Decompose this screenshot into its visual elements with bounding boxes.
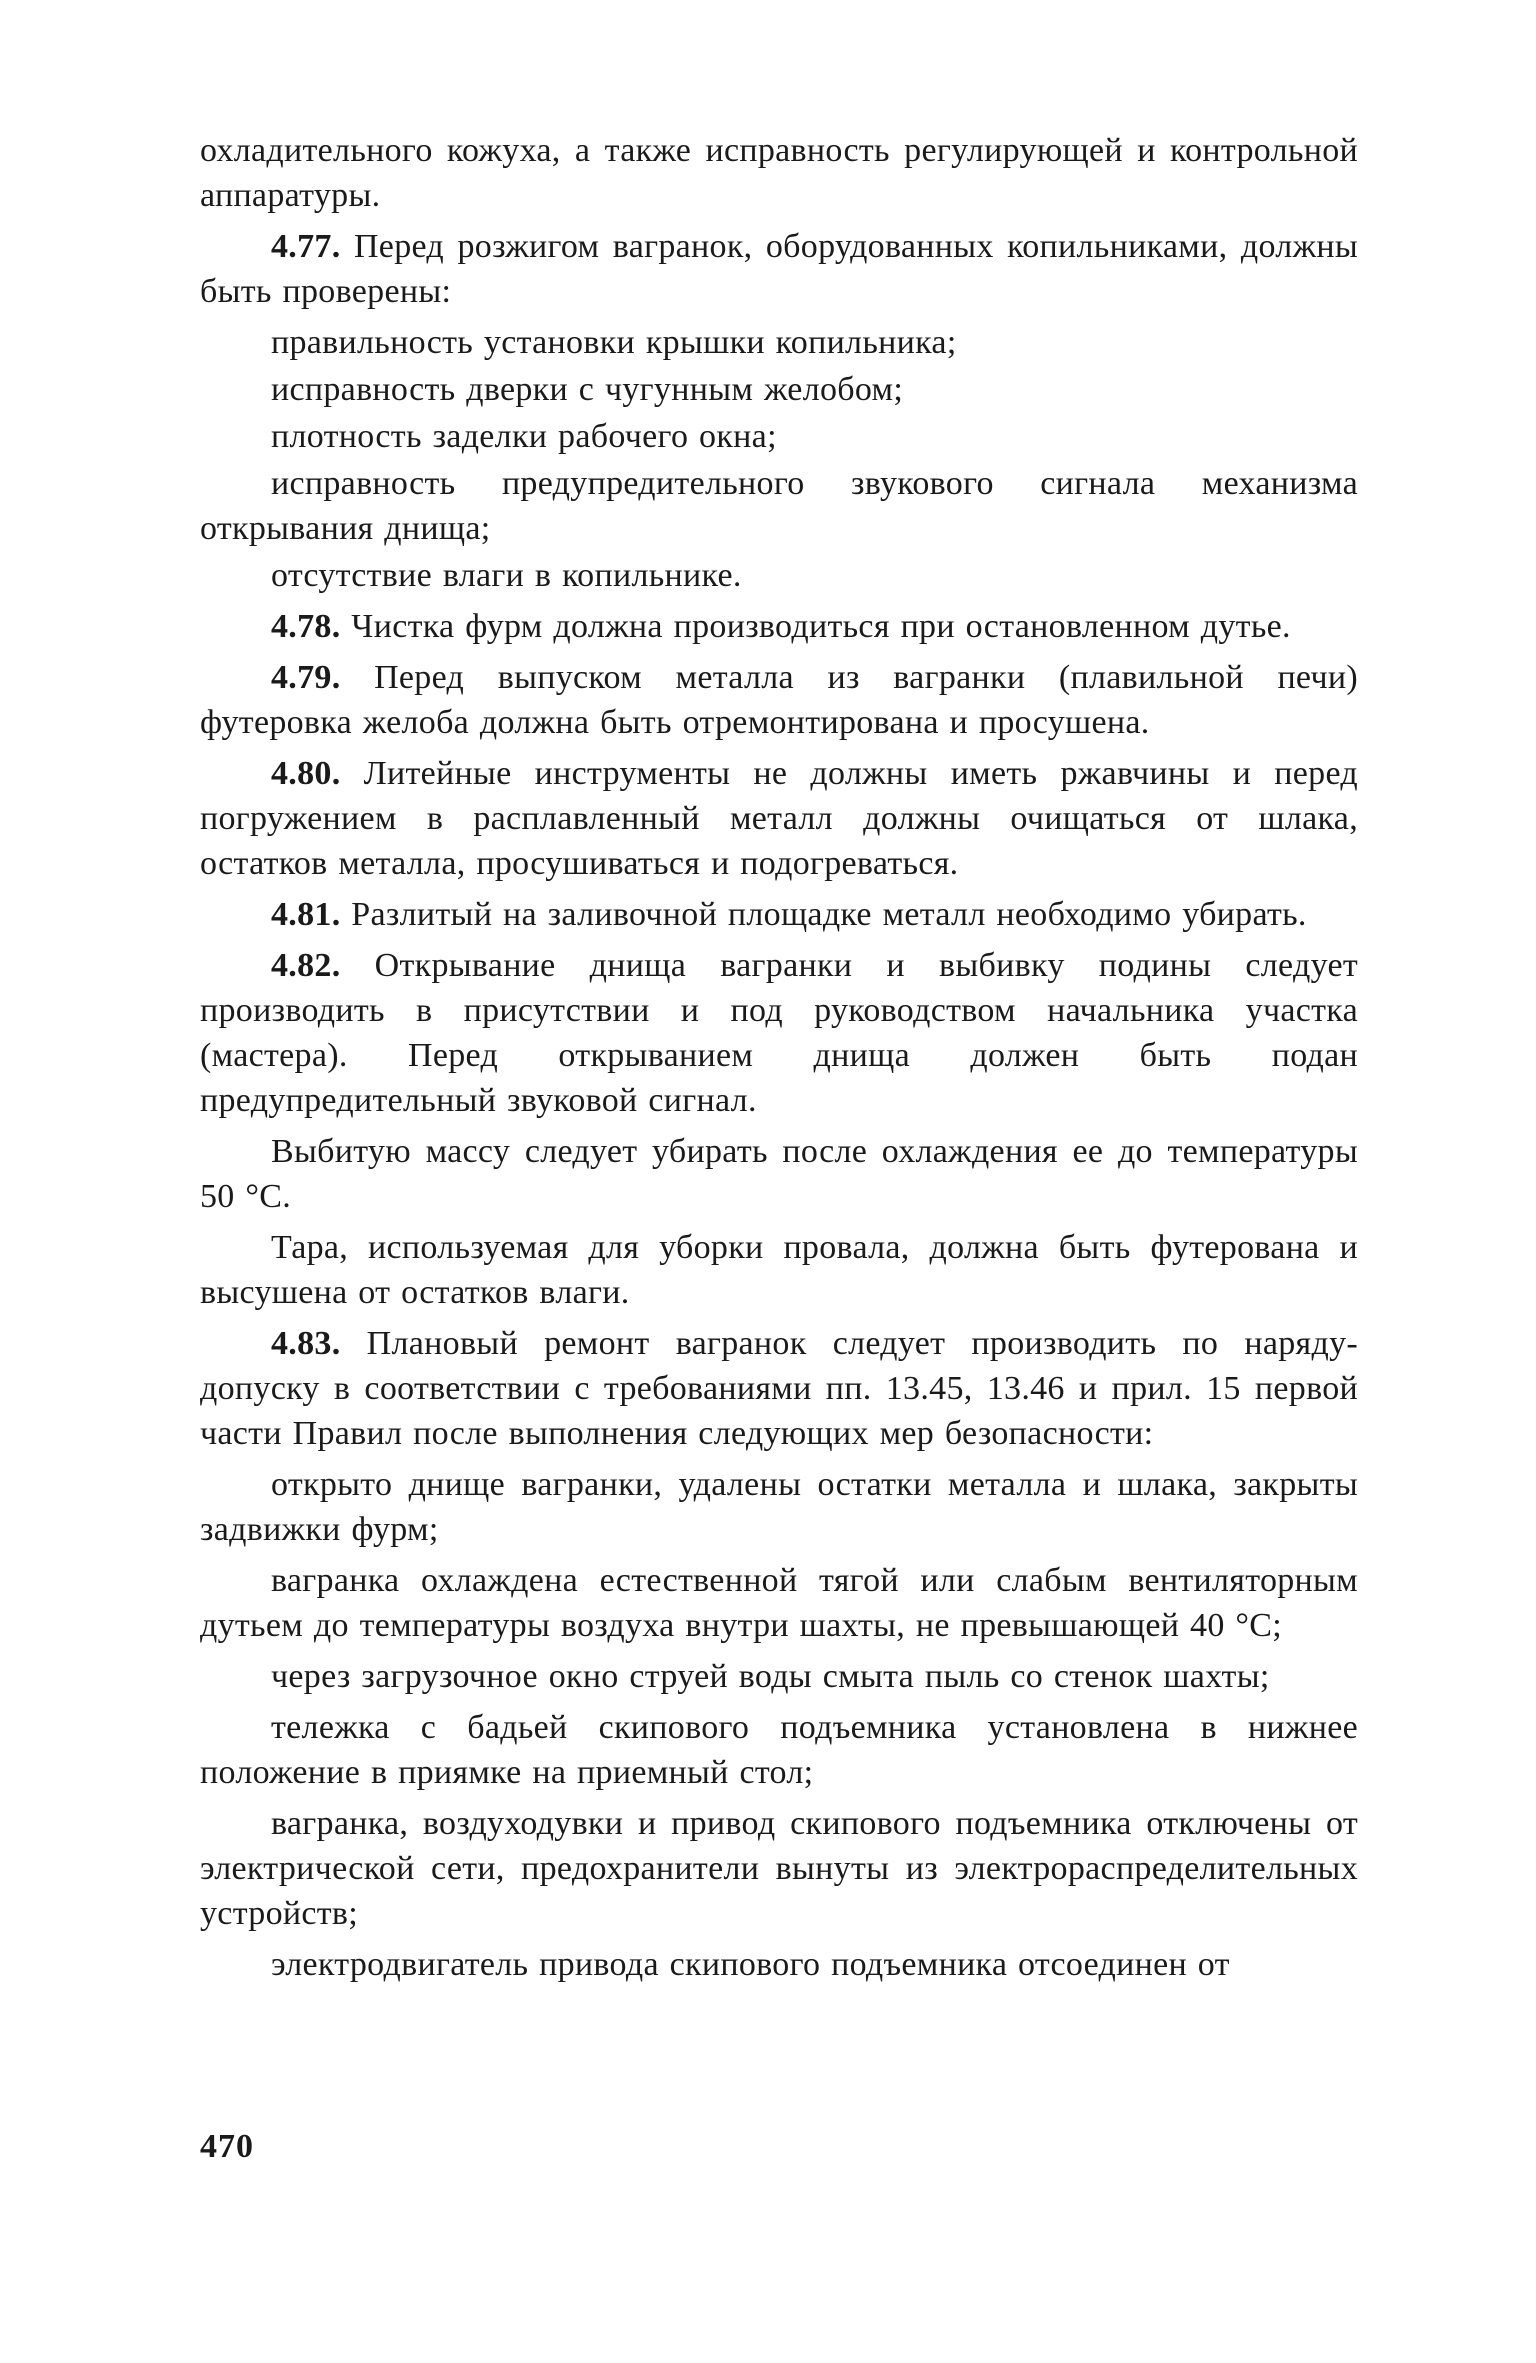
paragraph-4-82: 4.82. Открывание днища вагранки и выбивку подины следует производить в присутствии и под руководством начальника участка (мастера). Перед открыванием днища должен быть подан предупредительный звуковой сигнал. [200, 947, 1358, 1119]
list-item: отсутствие влаги в копильнике. [271, 557, 742, 594]
clause-number: 4.79. [271, 659, 341, 696]
clause-number: 4.82. [271, 947, 341, 984]
list-item: тележка с бадьей скипового подъемника установлена в нижнее положение в приямке на приемный стол; [200, 1709, 1358, 1791]
clause-number: 4.77. [271, 228, 341, 265]
list-item: вагранка, воздуходувки и привод скипового подъемника отключены от электрической сети, предохранители вынуты из электрораспределительных устройств; [200, 1805, 1358, 1932]
paragraph-4-83: 4.83. Плановый ремонт вагранок следует производить по наряду-допуску в соответствии с требованиями пп. 13.45, 13.46 и прил. 15 первой части Правил после выполнения следующих мер безопасности: [200, 1325, 1358, 1452]
list-item: электродвигатель привода скипового подъемника отсоединен от [271, 1946, 1230, 1983]
list-item: плотность заделки рабочего окна; [271, 418, 777, 455]
paragraph-0: охладительного кожуха, а также исправность регулирующей и контрольной аппаратуры. [200, 132, 1358, 214]
list-item: правильность установки крышки копильника; [271, 324, 957, 361]
paragraph-4-79: 4.79. Перед выпуском металла из вагранки (плавильной печи) футеровка желоба должна быть отремонтирована и просушена. [200, 659, 1358, 741]
paragraph: Выбитую массу следует убирать после охлаждения ее до температуры 50 °С. [200, 1133, 1358, 1215]
paragraph: Тара, используемая для уборки провала, должна быть футерована и высушена от остатков влаги. [200, 1229, 1358, 1311]
clause-number: 4.78. [271, 608, 341, 645]
page-number: 470 [200, 2128, 254, 2165]
list-item: открыто днище вагранки, удалены остатки металла и шлака, закрыты задвижки фурм; [200, 1466, 1358, 1548]
list-item: вагранка охлаждена естественной тягой или слабым вентиляторным дутьем до температуры воздуха внутри шахты, не превышающей 40 °С; [200, 1562, 1358, 1644]
paragraph-4-77: 4.77. Перед розжигом вагранок, оборудованных копильниками, должны быть проверены: [200, 228, 1358, 310]
clause-number: 4.81. [271, 896, 341, 933]
list-item: исправность предупредительного звукового сигнала механизма открывания днища; [200, 465, 1358, 547]
page-body [200, 128, 1358, 1993]
clause-number: 4.80. [271, 755, 341, 792]
paragraph-4-78: 4.78. Чистка фурм должна производиться при остановленном дутье. [271, 608, 1291, 645]
clause-number: 4.83. [271, 1325, 341, 1362]
list-item: исправность дверки с чугунным желобом; [271, 371, 904, 408]
paragraph-4-80: 4.80. Литейные инструменты не должны иметь ржавчины и перед погружением в расплавленный металл должны очищаться от шлака, остатков металла, просушиваться и подогреваться. [200, 755, 1358, 882]
list-item: через загрузочное окно струей воды смыта пыль со стенок шахты; [271, 1658, 1270, 1695]
paragraph-4-81: 4.81. Разлитый на заливочной площадке металл необходимо убирать. [271, 896, 1307, 933]
